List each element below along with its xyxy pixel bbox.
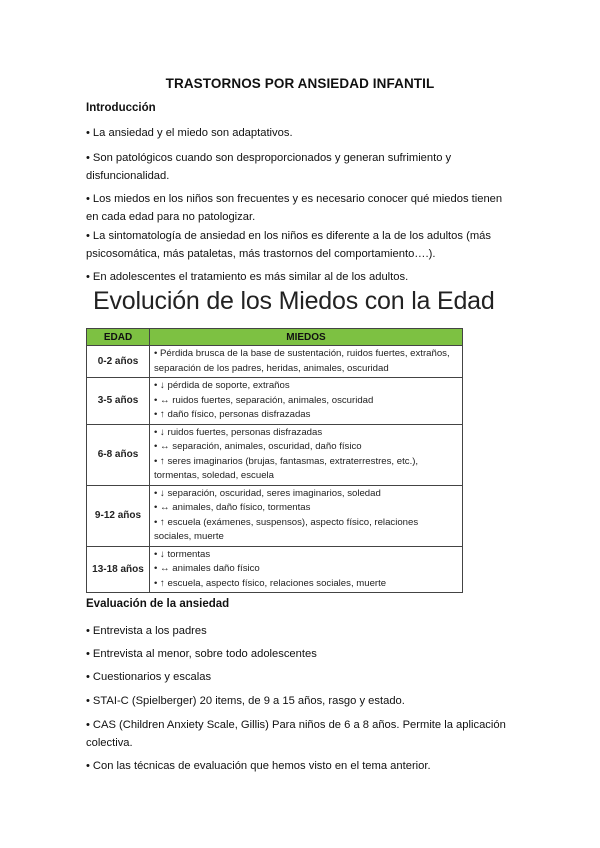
table-row	[87, 346, 463, 378]
fear-text: animales daño físico	[172, 563, 260, 574]
bullet-dot: •	[154, 487, 158, 499]
fear-text: separación, oscuridad, seres imaginarios, soledad	[167, 487, 381, 499]
fear-line	[154, 516, 458, 545]
fears-cell	[150, 424, 463, 485]
fear-line	[154, 577, 458, 592]
age-cell: 6-8 años	[87, 424, 150, 485]
fear-line	[154, 347, 458, 376]
fears-cell	[150, 346, 463, 378]
fear-line	[154, 379, 458, 394]
evaluation-bullet: • CAS (Children Anxiety Scale, Gillis) Para niños de 6 a 8 años. Permite la aplicación colectiva.	[86, 719, 506, 749]
evaluation-bullet: • Cuestionarios y escalas	[86, 671, 212, 683]
bullet-dot: •	[154, 348, 158, 359]
table-row	[87, 424, 463, 485]
fears-cell	[150, 485, 463, 546]
evaluation-bullet: • Entrevista al menor, sobre todo adolescentes	[86, 648, 317, 660]
fears-cell	[150, 546, 463, 593]
bullet-dot: •	[154, 409, 158, 420]
age-cell: 0-2 años	[87, 346, 150, 378]
age-cell: 13-18 años	[87, 546, 150, 593]
fear-text: escuela (exámenes, suspensos), aspecto físico, relaciones sociales, muerte	[154, 516, 419, 542]
trend-arrow-icon: ↑	[160, 409, 165, 420]
column-header-age: EDAD	[87, 329, 150, 346]
fear-text: pérdida de soporte, extraños	[167, 380, 290, 391]
fears-cell	[150, 378, 463, 425]
bullet-dot: •	[154, 426, 158, 438]
fear-line	[154, 455, 458, 484]
trend-arrow-icon: ↔	[160, 563, 170, 574]
figure-title: Evolución de los Miedos con la Edad	[93, 287, 495, 315]
fears-table	[86, 328, 463, 593]
fear-line	[154, 394, 458, 409]
trend-arrow-icon: ↓	[160, 426, 165, 438]
evaluation-bullet: • STAI-C (Spielberger) 20 items, de 9 a 15 años, rasgo y estado.	[86, 695, 405, 707]
fear-text: separación, animales, oscuridad, daño físico	[172, 441, 362, 452]
fear-text: ruidos fuertes, separación, animales, oscuridad	[172, 394, 374, 406]
table-row	[87, 378, 463, 425]
bullet-dot: •	[154, 577, 158, 589]
trend-arrow-icon: ↑	[160, 516, 165, 528]
fear-line	[154, 426, 458, 441]
trend-arrow-icon: ↔	[160, 441, 170, 452]
age-cell: 3-5 años	[87, 378, 150, 425]
bullet-dot: •	[154, 563, 158, 574]
bullet-dot: •	[154, 516, 158, 528]
fear-text: ruidos fuertes, personas disfrazadas	[167, 426, 323, 438]
fear-line	[154, 487, 458, 502]
bullet-dot: •	[154, 394, 158, 406]
evaluation-bullet: • Entrevista a los padres	[86, 625, 207, 637]
fear-text: escuela, aspecto físico, relaciones sociales, muerte	[167, 577, 387, 589]
trend-arrow-icon: ↔	[160, 502, 170, 513]
age-cell: 9-12 años	[87, 485, 150, 546]
fear-text: Pérdida brusca de la base de sustentación, ruidos fuertes, extraños, separación de los padres, heridas, animales, oscuridad	[154, 348, 450, 374]
table-row	[87, 485, 463, 546]
bullet-dot: •	[154, 441, 158, 452]
trend-arrow-icon: ↑	[160, 455, 165, 467]
bullet-dot: •	[154, 455, 158, 467]
fear-line	[154, 501, 458, 516]
evaluation-bullet: • Con las técnicas de evaluación que hemos visto en el tema anterior.	[86, 760, 431, 772]
bullet-dot: •	[154, 380, 158, 391]
table-row	[87, 546, 463, 593]
trend-arrow-icon: ↓	[160, 548, 165, 560]
trend-arrow-icon: ↔	[160, 394, 170, 406]
column-header-fears: MIEDOS	[150, 329, 463, 346]
bullet-dot: •	[154, 548, 158, 560]
fear-text: daño físico, personas disfrazadas	[167, 409, 311, 420]
trend-arrow-icon: ↑	[160, 577, 165, 589]
intro-heading: Introducción	[86, 102, 156, 114]
fear-line	[154, 548, 458, 563]
fear-text: animales, daño físico, tormentas	[172, 502, 311, 513]
fear-text: tormentas	[167, 548, 211, 560]
fear-line	[154, 440, 458, 455]
fears-table-body	[87, 346, 463, 593]
document-title: TRASTORNOS POR ANSIEDAD INFANTIL	[165, 76, 435, 91]
fear-text: seres imaginarios (brujas, fantasmas, extraterrestres, etc.), tormentas, soledad, escuela	[154, 455, 419, 481]
evaluation-heading: Evaluación de la ansiedad	[86, 598, 230, 610]
intro-bullet: • Los miedos en los niños son frecuentes y es necesario conocer qué miedos tienen en cada edad para no patologizar.	[86, 193, 503, 223]
intro-bullet: • La ansiedad y el miedo son adaptativos.	[86, 127, 293, 139]
fear-line	[154, 562, 458, 577]
fear-line	[154, 408, 458, 423]
intro-bullet: • Son patológicos cuando son desproporcionados y generan sufrimiento y disfuncionalidad.	[86, 152, 452, 182]
intro-bullet: • En adolescentes el tratamiento es más similar al de los adultos.	[86, 271, 409, 283]
intro-bullet: • La sintomatología de ansiedad en los niños es diferente a la de los adultos (más psicosomática, más pataletas, más trastornos del comportamiento….).	[86, 230, 491, 260]
trend-arrow-icon: ↓	[160, 487, 165, 499]
bullet-dot: •	[154, 502, 158, 513]
trend-arrow-icon: ↓	[160, 380, 165, 391]
